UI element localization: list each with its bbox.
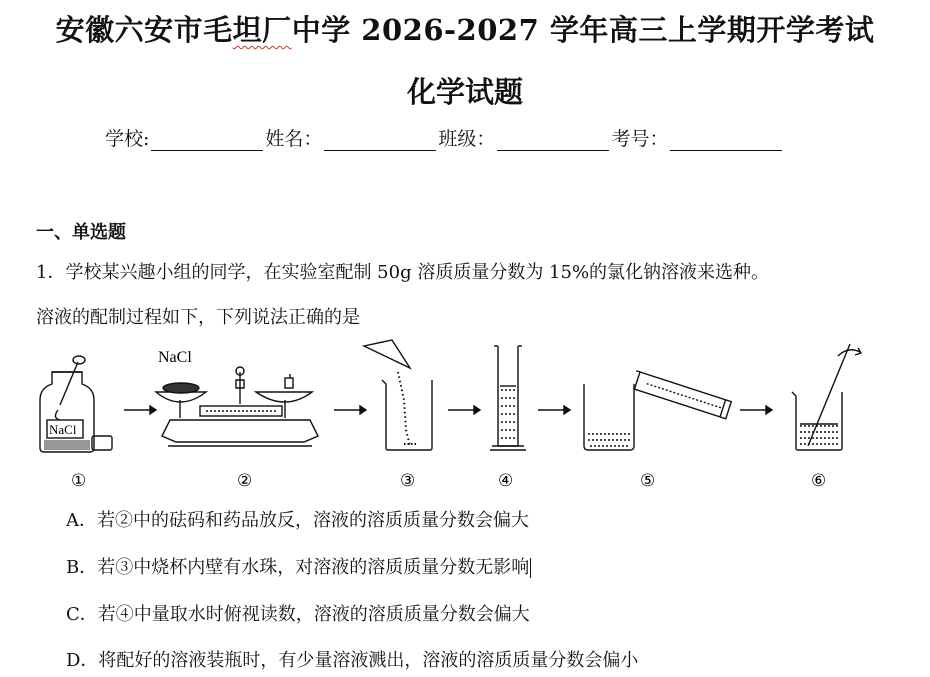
exam-title: 安徽六安市毛坦厂中学 2026-2027 学年高三上学期开学考试	[55, 13, 875, 47]
bottle-nacl-label: NaCl	[49, 422, 77, 437]
beaker-pouring-icon	[364, 340, 432, 450]
bottle-stopper-icon	[92, 436, 112, 450]
exam-subtitle: 化学试题	[406, 75, 523, 109]
option-a[interactable]: A．若②中的砝码和药品放反，溶液的溶质质量分数会偏大	[66, 510, 529, 531]
question-stem-line2: 溶液的配制过程如下，下列说法正确的是	[36, 307, 360, 328]
text-cursor	[530, 558, 531, 578]
number-label: 考号：	[611, 128, 669, 150]
class-label: 班级：	[438, 128, 496, 150]
option-c[interactable]: C．若④中量取水时俯视读数，溶液的溶质质量分数会偏大	[66, 604, 530, 625]
option-d[interactable]: D．将配好的溶液装瓶时，有少量溶液溅出，溶液的溶质质量分数会偏小	[66, 650, 639, 671]
step-label-6: ⑥	[811, 471, 827, 491]
balance-nacl-label: NaCl	[158, 349, 192, 366]
spellcheck-underline: 坦厂	[232, 13, 292, 47]
step-label-5: ⑤	[640, 471, 656, 491]
step-label-2: ②	[237, 471, 253, 491]
process-arrows	[124, 406, 772, 414]
name-label: 姓名：	[265, 128, 323, 150]
question-stem-line1: 1．学校某兴趣小组的同学，在实验室配制 50g 溶质质量分数为 15%的氯化钠溶液来选种。	[36, 262, 770, 283]
step-label-3: ③	[400, 471, 416, 491]
step-label-1: ①	[71, 471, 87, 491]
section-heading: 一、单选题	[36, 222, 126, 243]
option-b-text: B．若③中烧杯内壁有水珠，对溶液的溶质质量分数无影响	[66, 557, 530, 578]
school-label: 学校:	[105, 128, 150, 150]
reagent-bottle-icon	[40, 356, 94, 452]
option-b[interactable]	[66, 553, 531, 579]
step-label-4: ④	[498, 471, 514, 491]
graduated-cylinder-icon	[490, 346, 526, 450]
pouring-water-icon	[584, 371, 731, 450]
balance-scale-icon	[156, 367, 318, 446]
stirring-beaker-icon	[792, 344, 861, 450]
